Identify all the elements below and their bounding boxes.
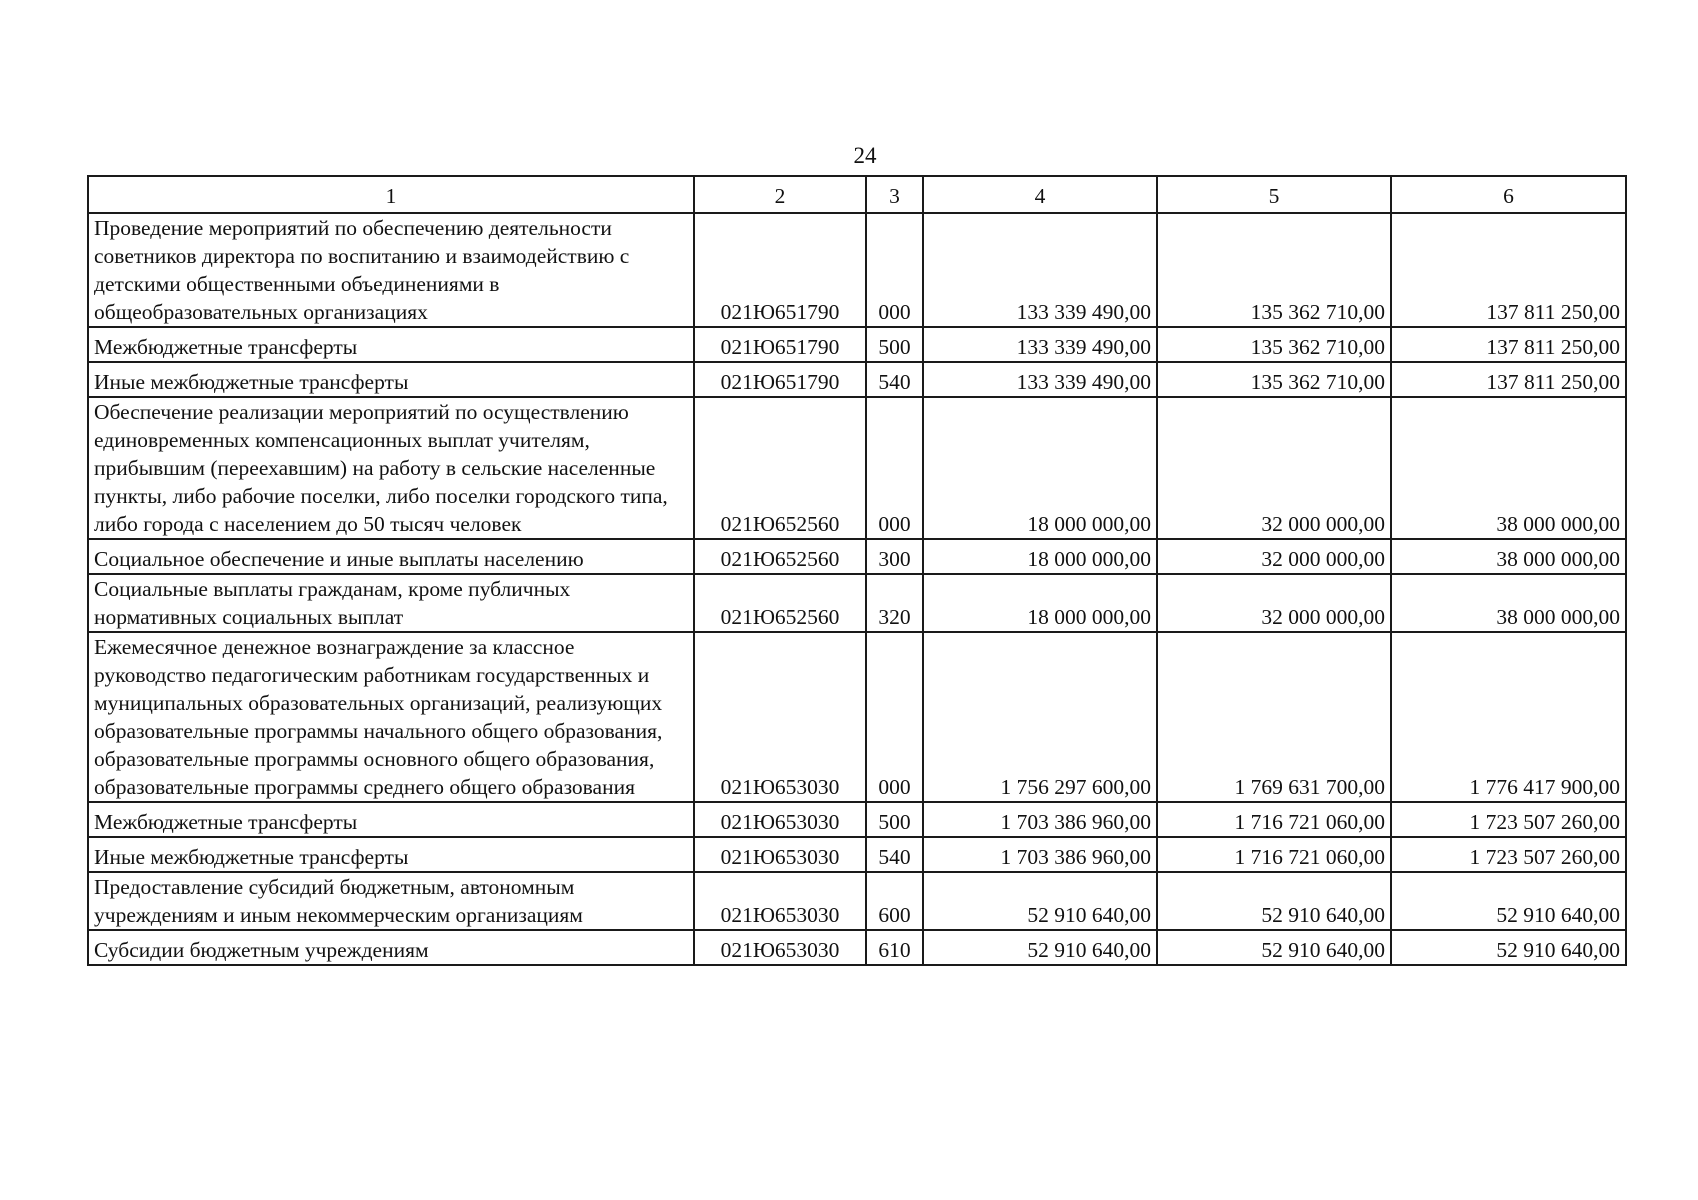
row-name: Социальное обеспечение и иные выплаты населению (88, 539, 694, 574)
table-row (88, 872, 1626, 930)
row-amount-2: 32 000 000,00 (1157, 574, 1391, 632)
row-amount-1: 1 756 297 600,00 (923, 632, 1157, 802)
row-amount-1: 18 000 000,00 (923, 574, 1157, 632)
row-name: Ежемесячное денежное вознаграждение за классное руководство педагогическим работникам государственных и муниципальных образовательных организаций, реализующих образовательные программы начального общего образования, образовательные программы основного общего образования, образовательные программы среднего общего образования (88, 632, 694, 802)
row-amount-2: 1 716 721 060,00 (1157, 837, 1391, 872)
table-row (88, 930, 1626, 965)
row-code: 021Ю652560 (694, 539, 866, 574)
row-amount-1: 18 000 000,00 (923, 539, 1157, 574)
row-amount-1: 52 910 640,00 (923, 930, 1157, 965)
row-type: 600 (866, 872, 923, 930)
row-amount-2: 1 716 721 060,00 (1157, 802, 1391, 837)
row-amount-3: 52 910 640,00 (1391, 872, 1626, 930)
row-amount-1: 1 703 386 960,00 (923, 837, 1157, 872)
row-amount-3: 1 723 507 260,00 (1391, 802, 1626, 837)
row-amount-3: 38 000 000,00 (1391, 574, 1626, 632)
header-col-4: 4 (923, 176, 1157, 213)
table-row (88, 574, 1626, 632)
row-type: 540 (866, 362, 923, 397)
row-type: 610 (866, 930, 923, 965)
table-row (88, 539, 1626, 574)
row-amount-3: 137 811 250,00 (1391, 213, 1626, 327)
table-row (88, 362, 1626, 397)
row-name: Проведение мероприятий по обеспечению деятельности советников директора по воспитанию и взаимодействию с детскими общественными объединениями в общеобразовательных организациях (88, 213, 694, 327)
page-number: 24 (853, 143, 877, 168)
row-type: 320 (866, 574, 923, 632)
row-code: 021Ю652560 (694, 397, 866, 539)
row-code: 021Ю653030 (694, 802, 866, 837)
row-code: 021Ю651790 (694, 362, 866, 397)
row-amount-2: 52 910 640,00 (1157, 872, 1391, 930)
header-row (88, 176, 1626, 213)
row-code: 021Ю653030 (694, 632, 866, 802)
row-amount-3: 1 776 417 900,00 (1391, 632, 1626, 802)
row-type: 500 (866, 802, 923, 837)
row-name: Иные межбюджетные трансферты (88, 837, 694, 872)
row-name: Межбюджетные трансферты (88, 327, 694, 362)
row-code: 021Ю653030 (694, 930, 866, 965)
row-code: 021Ю651790 (694, 327, 866, 362)
table-row (88, 632, 1626, 802)
row-amount-2: 1 769 631 700,00 (1157, 632, 1391, 802)
row-amount-2: 135 362 710,00 (1157, 213, 1391, 327)
row-amount-1: 133 339 490,00 (923, 327, 1157, 362)
row-amount-1: 52 910 640,00 (923, 872, 1157, 930)
row-amount-1: 133 339 490,00 (923, 362, 1157, 397)
row-amount-2: 135 362 710,00 (1157, 327, 1391, 362)
table-row (88, 213, 1626, 327)
row-name: Обеспечение реализации мероприятий по осуществлению единовременных компенсационных выплат учителям, прибывшим (переехавшим) на работу в сельские населенные пункты, либо рабочие поселки, либо поселки городского типа, либо города с населением до 50 тысяч человек (88, 397, 694, 539)
row-type: 000 (866, 397, 923, 539)
table-row (88, 837, 1626, 872)
row-name: Межбюджетные трансферты (88, 802, 694, 837)
table-row (88, 397, 1626, 539)
header-col-2: 2 (694, 176, 866, 213)
row-type: 500 (866, 327, 923, 362)
header-col-3: 3 (866, 176, 923, 213)
budget-table (87, 175, 1627, 966)
table-row (88, 327, 1626, 362)
row-name: Предоставление субсидий бюджетным, автономным учреждениям и иным некоммерческим организациям (88, 872, 694, 930)
row-amount-2: 135 362 710,00 (1157, 362, 1391, 397)
row-amount-2: 52 910 640,00 (1157, 930, 1391, 965)
row-amount-3: 38 000 000,00 (1391, 397, 1626, 539)
row-code: 021Ю653030 (694, 837, 866, 872)
row-type: 000 (866, 632, 923, 802)
row-name: Иные межбюджетные трансферты (88, 362, 694, 397)
row-type: 540 (866, 837, 923, 872)
header-col-5: 5 (1157, 176, 1391, 213)
row-amount-1: 18 000 000,00 (923, 397, 1157, 539)
row-name: Социальные выплаты гражданам, кроме публичных нормативных социальных выплат (88, 574, 694, 632)
row-amount-1: 1 703 386 960,00 (923, 802, 1157, 837)
row-code: 021Ю653030 (694, 872, 866, 930)
row-amount-1: 133 339 490,00 (923, 213, 1157, 327)
row-amount-3: 38 000 000,00 (1391, 539, 1626, 574)
header-col-1: 1 (88, 176, 694, 213)
row-type: 300 (866, 539, 923, 574)
header-col-6: 6 (1391, 176, 1626, 213)
table-row (88, 802, 1626, 837)
row-amount-3: 137 811 250,00 (1391, 362, 1626, 397)
row-name: Субсидии бюджетным учреждениям (88, 930, 694, 965)
row-amount-3: 52 910 640,00 (1391, 930, 1626, 965)
row-amount-3: 137 811 250,00 (1391, 327, 1626, 362)
row-type: 000 (866, 213, 923, 327)
row-code: 021Ю652560 (694, 574, 866, 632)
row-amount-2: 32 000 000,00 (1157, 397, 1391, 539)
row-code: 021Ю651790 (694, 213, 866, 327)
row-amount-3: 1 723 507 260,00 (1391, 837, 1626, 872)
row-amount-2: 32 000 000,00 (1157, 539, 1391, 574)
